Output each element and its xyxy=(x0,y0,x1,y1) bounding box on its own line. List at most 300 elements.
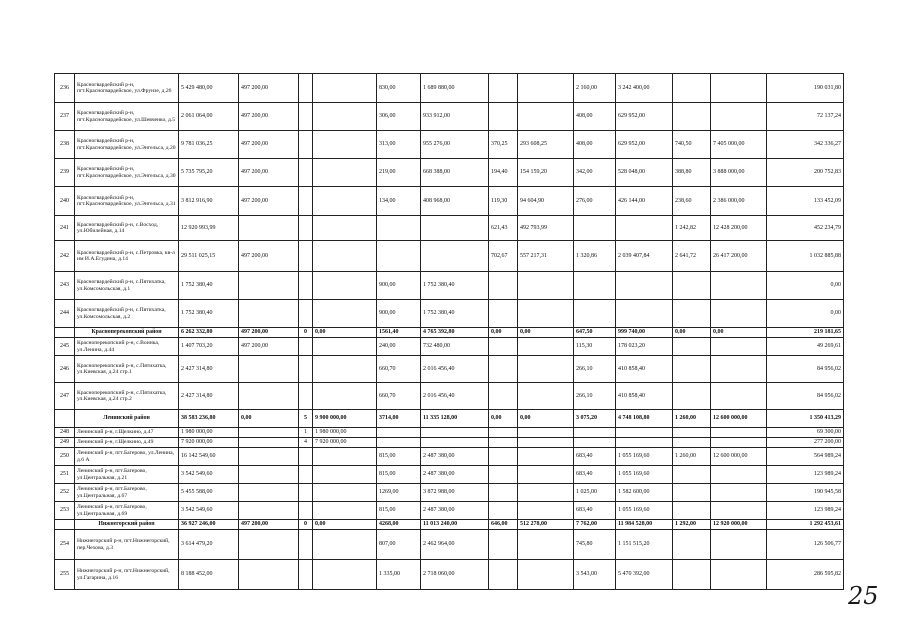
value-cell xyxy=(673,300,711,328)
value-cell: 0,00 xyxy=(239,410,299,428)
address-cell: Ленинский р-н, пгт.Багерово, ул.Центральная, д.69 xyxy=(75,502,179,520)
value-cell: 123 989,24 xyxy=(767,466,844,484)
value-cell: 1 025,00 xyxy=(574,484,616,502)
table-row xyxy=(55,272,844,300)
value-cell xyxy=(313,502,377,520)
row-number-cell: 246 xyxy=(55,356,75,383)
value-cell: 1 292 453,61 xyxy=(767,520,844,530)
value-cell xyxy=(616,438,673,448)
value-cell xyxy=(616,428,673,438)
value-cell xyxy=(421,241,489,272)
value-cell: 497 200,00 xyxy=(239,187,299,216)
district-total-row xyxy=(55,410,844,428)
value-cell xyxy=(299,300,313,328)
address-cell: Ленинский р-н, пгт.Багерово, ул.Центральная, д.67 xyxy=(75,484,179,502)
value-cell xyxy=(673,502,711,520)
value-cell: 497 200,00 xyxy=(239,103,299,131)
value-cell: 408,00 xyxy=(574,103,616,131)
value-cell xyxy=(711,103,767,131)
value-cell: 1 260,00 xyxy=(673,410,711,428)
value-cell xyxy=(711,272,767,300)
row-number-cell: 236 xyxy=(55,74,75,103)
table-row xyxy=(55,560,844,590)
value-cell: 497 200,00 xyxy=(239,241,299,272)
value-cell xyxy=(299,131,313,159)
value-cell xyxy=(313,356,377,383)
value-cell: 1 752 380,40 xyxy=(421,272,489,300)
value-cell xyxy=(239,216,299,241)
row-number-cell xyxy=(55,410,75,428)
value-cell: 1 320,86 xyxy=(574,241,616,272)
value-cell: 4 748 108,80 xyxy=(616,410,673,428)
value-cell xyxy=(616,272,673,300)
address-cell: Красногвардейский р-н, пгт.Красногвардейское, ул.Энгельса, д.30 xyxy=(75,159,179,187)
value-cell: 3714,00 xyxy=(377,410,421,428)
row-number-cell: 248 xyxy=(55,428,75,438)
value-cell xyxy=(518,272,574,300)
value-cell: 492 793,99 xyxy=(518,216,574,241)
value-cell: 647,50 xyxy=(574,328,616,338)
table-row xyxy=(55,103,844,131)
address-cell: Ленинский р-н, г.Щелкино, д.49 xyxy=(75,438,179,448)
value-cell: 2 718 060,00 xyxy=(421,560,489,590)
table-row xyxy=(55,131,844,159)
table-row xyxy=(55,438,844,448)
value-cell xyxy=(518,502,574,520)
value-cell: 900,00 xyxy=(377,300,421,328)
value-cell: 3 543,00 xyxy=(574,560,616,590)
value-cell: 200 752,83 xyxy=(767,159,844,187)
value-cell: 9 781 036,25 xyxy=(179,131,239,159)
value-cell xyxy=(313,484,377,502)
value-cell: 286 595,82 xyxy=(767,560,844,590)
district-name-cell: Ленинский район xyxy=(75,410,179,428)
value-cell: 0,00 xyxy=(673,328,711,338)
value-cell xyxy=(299,383,313,410)
value-cell: 497 200,00 xyxy=(239,131,299,159)
row-number-cell: 251 xyxy=(55,466,75,484)
value-cell: 3 075,20 xyxy=(574,410,616,428)
value-cell: 900,00 xyxy=(377,272,421,300)
address-cell: Красногвардейский р-н, пгт.Красногвардейское, ул.Энгельса, д.20 xyxy=(75,131,179,159)
value-cell xyxy=(313,131,377,159)
value-cell xyxy=(711,300,767,328)
value-cell xyxy=(574,216,616,241)
value-cell xyxy=(673,484,711,502)
value-cell: 0 xyxy=(299,520,313,530)
value-cell xyxy=(616,300,673,328)
value-cell xyxy=(673,560,711,590)
value-cell xyxy=(299,484,313,502)
housing-repair-table xyxy=(54,73,844,590)
value-cell: 1 292,00 xyxy=(673,520,711,530)
row-number-cell: 242 xyxy=(55,241,75,272)
value-cell xyxy=(489,428,518,438)
value-cell: 683,40 xyxy=(574,466,616,484)
value-cell: 1 689 880,00 xyxy=(421,74,489,103)
value-cell: 7 920 000,00 xyxy=(179,438,239,448)
value-cell: 12 600 000,00 xyxy=(711,448,767,466)
value-cell: 1 582 600,00 xyxy=(616,484,673,502)
value-cell: 683,40 xyxy=(574,448,616,466)
value-cell: 4 xyxy=(299,438,313,448)
value-cell xyxy=(313,383,377,410)
table-row xyxy=(55,187,844,216)
value-cell: 277 200,00 xyxy=(767,438,844,448)
address-cell: Красногвардейский р-н, с.Пятихатка, ул.Комсомольская, д.2 xyxy=(75,300,179,328)
value-cell xyxy=(313,448,377,466)
address-cell: Красноперекопский р-н, с.Воинка, ул.Ленина, д.44 xyxy=(75,338,179,356)
value-cell: 154 159,20 xyxy=(518,159,574,187)
value-cell: 497 200,00 xyxy=(239,74,299,103)
value-cell xyxy=(518,338,574,356)
table-row xyxy=(55,466,844,484)
value-cell xyxy=(673,530,711,560)
value-cell: 815,00 xyxy=(377,448,421,466)
value-cell: 3 242 400,00 xyxy=(616,74,673,103)
value-cell: 2 487 380,00 xyxy=(421,502,489,520)
value-cell: 29 511 025,15 xyxy=(179,241,239,272)
value-cell: 807,00 xyxy=(377,530,421,560)
value-cell xyxy=(239,272,299,300)
value-cell: 933 912,00 xyxy=(421,103,489,131)
value-cell xyxy=(489,338,518,356)
value-cell xyxy=(239,484,299,502)
value-cell: 342 336,27 xyxy=(767,131,844,159)
value-cell xyxy=(239,560,299,590)
value-cell: 1 350 413,29 xyxy=(767,410,844,428)
value-cell: 426 144,00 xyxy=(616,187,673,216)
value-cell: 119,30 xyxy=(489,187,518,216)
value-cell xyxy=(313,560,377,590)
value-cell: 5 455 588,00 xyxy=(179,484,239,502)
value-cell xyxy=(711,530,767,560)
value-cell xyxy=(518,530,574,560)
value-cell xyxy=(711,428,767,438)
value-cell: 12 920 993,99 xyxy=(179,216,239,241)
value-cell: 408,00 xyxy=(574,131,616,159)
address-cell: Красногвардейский р-н, с.Петровка, кв-л им И.А.Егудина, д.14 xyxy=(75,241,179,272)
value-cell: 0,00 xyxy=(489,328,518,338)
value-cell: 660,70 xyxy=(377,383,421,410)
value-cell xyxy=(574,272,616,300)
value-cell xyxy=(673,338,711,356)
value-cell: 629 952,00 xyxy=(616,131,673,159)
value-cell: 240,00 xyxy=(377,338,421,356)
district-name-cell: Красноперекопский район xyxy=(75,328,179,338)
row-number-cell: 238 xyxy=(55,131,75,159)
value-cell xyxy=(489,356,518,383)
value-cell: 194,40 xyxy=(489,159,518,187)
value-cell xyxy=(574,438,616,448)
value-cell: 133 452,09 xyxy=(767,187,844,216)
value-cell xyxy=(489,484,518,502)
value-cell xyxy=(299,272,313,300)
value-cell: 2 160,00 xyxy=(574,74,616,103)
value-cell: 1 260,00 xyxy=(673,448,711,466)
address-cell: Красноперекопский р-н, с.Пятихатка, ул.Киевская, д.24 стр.2 xyxy=(75,383,179,410)
value-cell xyxy=(518,300,574,328)
row-number-cell: 249 xyxy=(55,438,75,448)
value-cell xyxy=(518,383,574,410)
value-cell: 190 031,80 xyxy=(767,74,844,103)
value-cell: 0,00 xyxy=(313,520,377,530)
value-cell: 3 812 916,90 xyxy=(179,187,239,216)
value-cell: 49 269,61 xyxy=(767,338,844,356)
value-cell: 2 427 314,80 xyxy=(179,383,239,410)
value-cell xyxy=(489,502,518,520)
value-cell xyxy=(377,216,421,241)
value-cell xyxy=(673,103,711,131)
row-number-cell: 237 xyxy=(55,103,75,131)
value-cell: 12 920 000,00 xyxy=(711,520,767,530)
value-cell: 955 276,00 xyxy=(421,131,489,159)
value-cell xyxy=(673,428,711,438)
value-cell: 408 968,00 xyxy=(421,187,489,216)
value-cell: 1 335,00 xyxy=(377,560,421,590)
row-number-cell: 245 xyxy=(55,338,75,356)
value-cell: 370,25 xyxy=(489,131,518,159)
value-cell: 497 200,00 xyxy=(239,520,299,530)
value-cell xyxy=(313,300,377,328)
value-cell: 16 142 549,60 xyxy=(179,448,239,466)
value-cell xyxy=(299,448,313,466)
value-cell xyxy=(377,438,421,448)
value-cell: 84 956,02 xyxy=(767,356,844,383)
value-cell: 266,10 xyxy=(574,383,616,410)
value-cell: 2 487 380,00 xyxy=(421,448,489,466)
value-cell xyxy=(313,530,377,560)
value-cell: 306,00 xyxy=(377,103,421,131)
value-cell: 815,00 xyxy=(377,502,421,520)
value-cell: 497 200,00 xyxy=(239,159,299,187)
address-cell: Красногвардейский р-н, пгт.Красногвардейское, ул.Энгельса, д.31 xyxy=(75,187,179,216)
value-cell: 38 583 236,80 xyxy=(179,410,239,428)
value-cell xyxy=(673,356,711,383)
row-number-cell: 241 xyxy=(55,216,75,241)
value-cell xyxy=(711,438,767,448)
value-cell: 3 542 549,60 xyxy=(179,466,239,484)
value-cell xyxy=(421,216,489,241)
value-cell xyxy=(673,438,711,448)
value-cell: 11 984 528,00 xyxy=(616,520,673,530)
table-row xyxy=(55,502,844,520)
value-cell: 2 462 964,00 xyxy=(421,530,489,560)
value-cell: 2 427 314,80 xyxy=(179,356,239,383)
value-cell xyxy=(313,272,377,300)
value-cell xyxy=(299,159,313,187)
value-cell: 1 752 380,40 xyxy=(179,272,239,300)
value-cell: 115,30 xyxy=(574,338,616,356)
value-cell: 4 765 392,80 xyxy=(421,328,489,338)
value-cell xyxy=(518,356,574,383)
value-cell xyxy=(518,448,574,466)
value-cell xyxy=(711,466,767,484)
value-cell: 2 016 456,40 xyxy=(421,383,489,410)
value-cell xyxy=(313,187,377,216)
value-cell: 3 872 988,00 xyxy=(421,484,489,502)
value-cell xyxy=(518,438,574,448)
value-cell xyxy=(711,356,767,383)
value-cell: 830,00 xyxy=(377,74,421,103)
value-cell xyxy=(711,74,767,103)
value-cell xyxy=(299,187,313,216)
value-cell xyxy=(239,530,299,560)
value-cell: 3 614 479,20 xyxy=(179,530,239,560)
value-cell: 8 188 452,00 xyxy=(179,560,239,590)
value-cell: 1 055 169,60 xyxy=(616,466,673,484)
value-cell: 5 470 392,00 xyxy=(616,560,673,590)
value-cell: 1 242,82 xyxy=(673,216,711,241)
value-cell xyxy=(239,438,299,448)
value-cell xyxy=(489,530,518,560)
value-cell xyxy=(313,338,377,356)
value-cell xyxy=(616,216,673,241)
value-cell: 12 600 000,00 xyxy=(711,410,767,428)
value-cell: 5 735 795,20 xyxy=(179,159,239,187)
value-cell: 1 055 169,60 xyxy=(616,502,673,520)
value-cell: 7 762,00 xyxy=(574,520,616,530)
table-row xyxy=(55,484,844,502)
value-cell: 1269,00 xyxy=(377,484,421,502)
row-number-cell: 244 xyxy=(55,300,75,328)
value-cell xyxy=(489,103,518,131)
value-cell xyxy=(518,466,574,484)
value-cell: 497 200,00 xyxy=(239,338,299,356)
value-cell: 2 487 380,00 xyxy=(421,466,489,484)
value-cell: 1 407 703,20 xyxy=(179,338,239,356)
district-total-row xyxy=(55,520,844,530)
value-cell xyxy=(711,560,767,590)
value-cell xyxy=(421,438,489,448)
value-cell xyxy=(299,103,313,131)
value-cell: 6 262 332,80 xyxy=(179,328,239,338)
value-cell: 2 039 407,84 xyxy=(616,241,673,272)
value-cell xyxy=(299,241,313,272)
address-cell: Красногвардейский р-н, с.Восход, ул.Юбилейная, д.14 xyxy=(75,216,179,241)
value-cell: 7 405 000,00 xyxy=(711,131,767,159)
value-cell: 629 952,00 xyxy=(616,103,673,131)
value-cell xyxy=(299,530,313,560)
address-cell: Красноперекопский р-н, с.Пятихатка, ул.Киевская, д.24 стр.1 xyxy=(75,356,179,383)
value-cell: 557 217,31 xyxy=(518,241,574,272)
value-cell: 999 740,00 xyxy=(616,328,673,338)
value-cell: 0,00 xyxy=(518,410,574,428)
value-cell: 0,00 xyxy=(711,328,767,338)
value-cell xyxy=(673,383,711,410)
value-cell: 388,80 xyxy=(673,159,711,187)
value-cell xyxy=(239,383,299,410)
value-cell: 452 234,79 xyxy=(767,216,844,241)
value-cell xyxy=(299,338,313,356)
value-cell: 219,00 xyxy=(377,159,421,187)
value-cell: 126 506,77 xyxy=(767,530,844,560)
value-cell xyxy=(518,103,574,131)
value-cell: 178 023,20 xyxy=(616,338,673,356)
value-cell xyxy=(518,484,574,502)
value-cell: 219 181,65 xyxy=(767,328,844,338)
table-row xyxy=(55,428,844,438)
value-cell: 512 278,00 xyxy=(518,520,574,530)
value-cell: 0,00 xyxy=(767,272,844,300)
value-cell xyxy=(299,356,313,383)
table-row xyxy=(55,448,844,466)
value-cell xyxy=(239,502,299,520)
value-cell: 2 016 456,40 xyxy=(421,356,489,383)
value-cell xyxy=(239,356,299,383)
value-cell: 1 980 000,00 xyxy=(179,428,239,438)
value-cell: 84 956,02 xyxy=(767,383,844,410)
value-cell: 5 xyxy=(299,410,313,428)
value-cell: 266,10 xyxy=(574,356,616,383)
value-cell xyxy=(239,466,299,484)
value-cell: 0,00 xyxy=(489,410,518,428)
value-cell xyxy=(239,428,299,438)
row-number-cell: 247 xyxy=(55,383,75,410)
address-cell: Нижнегорский р-н, пгт.Нижнегорский, ул.Гагарина, д.16 xyxy=(75,560,179,590)
address-cell: Ленинский р-н, г.Щелкино, д.47 xyxy=(75,428,179,438)
value-cell: 72 137,24 xyxy=(767,103,844,131)
value-cell: 2 061 064,00 xyxy=(179,103,239,131)
value-cell xyxy=(489,383,518,410)
value-cell: 1561,40 xyxy=(377,328,421,338)
value-cell: 36 927 246,00 xyxy=(179,520,239,530)
table-row xyxy=(55,300,844,328)
table-row xyxy=(55,159,844,187)
value-cell xyxy=(299,560,313,590)
address-cell: Нижнегорский р-н, пгт.Нижнегорский, пер.Чехова, д.3 xyxy=(75,530,179,560)
value-cell xyxy=(489,438,518,448)
value-cell: 0,00 xyxy=(518,328,574,338)
row-number-cell: 240 xyxy=(55,187,75,216)
value-cell xyxy=(711,338,767,356)
value-cell xyxy=(673,272,711,300)
value-cell xyxy=(239,300,299,328)
value-cell xyxy=(313,466,377,484)
value-cell: 12 428 200,00 xyxy=(711,216,767,241)
value-cell xyxy=(489,560,518,590)
value-cell: 0,00 xyxy=(767,300,844,328)
table-body xyxy=(55,74,844,590)
value-cell xyxy=(489,466,518,484)
value-cell: 69 300,00 xyxy=(767,428,844,438)
value-cell: 410 858,40 xyxy=(616,356,673,383)
row-number-cell xyxy=(55,520,75,530)
value-cell: 410 858,40 xyxy=(616,383,673,410)
value-cell: 740,50 xyxy=(673,131,711,159)
value-cell xyxy=(489,448,518,466)
row-number-cell: 253 xyxy=(55,502,75,520)
value-cell xyxy=(574,428,616,438)
value-cell: 94 604,90 xyxy=(518,187,574,216)
value-cell: 702,67 xyxy=(489,241,518,272)
value-cell xyxy=(711,502,767,520)
row-number-cell: 254 xyxy=(55,530,75,560)
address-cell: Ленинский р-н, пгт.Багерово, ул.Ленина, д.6 А xyxy=(75,448,179,466)
table-row xyxy=(55,74,844,103)
value-cell: 342,00 xyxy=(574,159,616,187)
value-cell: 1 xyxy=(299,428,313,438)
value-cell xyxy=(489,272,518,300)
value-cell: 4268,00 xyxy=(377,520,421,530)
row-number-cell xyxy=(55,328,75,338)
value-cell xyxy=(673,466,711,484)
value-cell: 528 048,00 xyxy=(616,159,673,187)
value-cell: 497 200,00 xyxy=(239,328,299,338)
value-cell: 276,00 xyxy=(574,187,616,216)
value-cell xyxy=(299,466,313,484)
page-number: 25 xyxy=(848,582,879,610)
